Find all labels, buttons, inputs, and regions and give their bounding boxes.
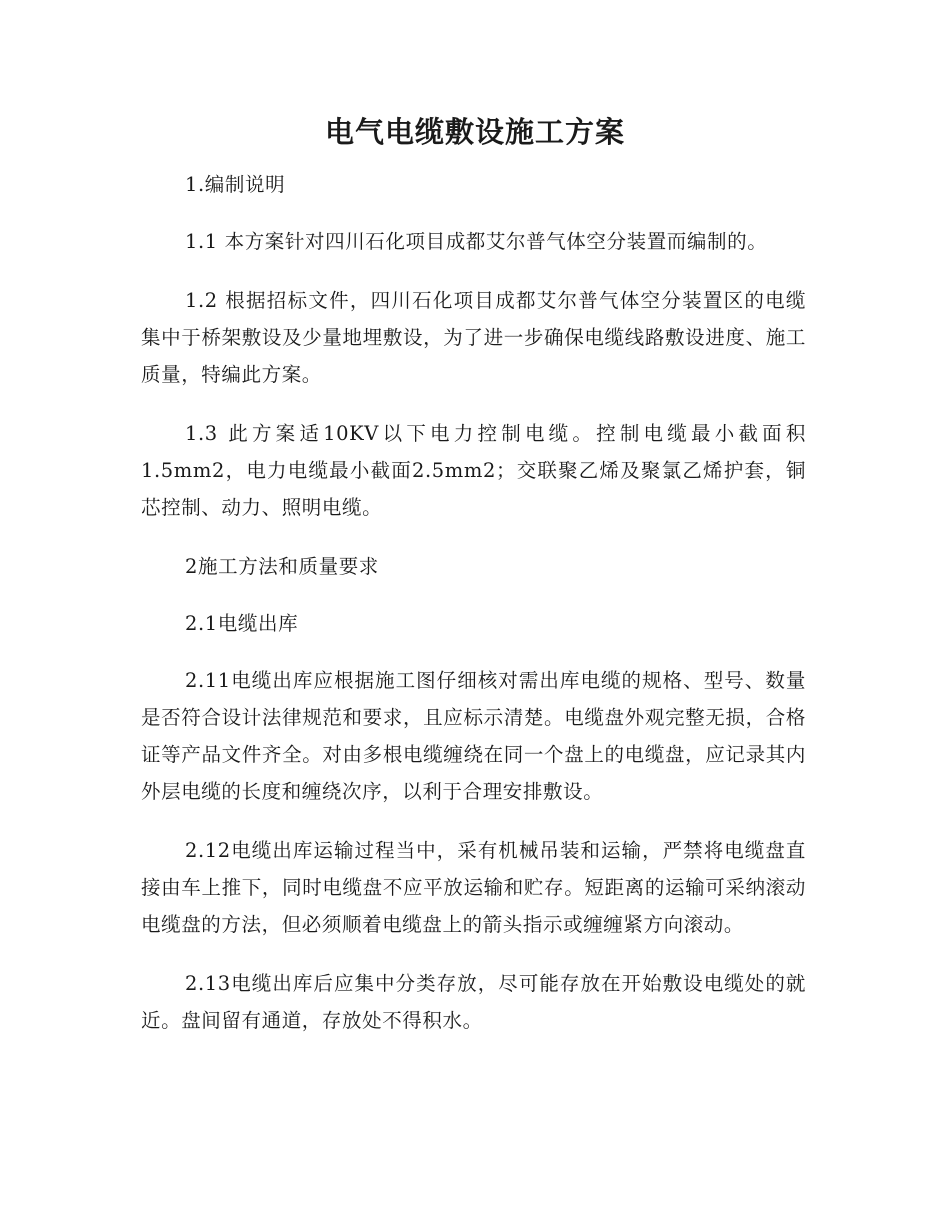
section-heading-1: 1.编制说明 (185, 173, 286, 196)
paragraph-2-12: 2.12电缆出库运输过程当中，采有机械吊装和运输，严禁将电缆盘直接由车上推下，同时电缆盘不应平放运输和贮存。短距离的运输可采纳滚动电缆盘的方法，但必须顺着电缆盘上的箭头指示或缠缠紧方向滚动。 (141, 839, 806, 936)
paragraph-2-13: 2.13电缆出库后应集中分类存放，尽可能存放在开始敷设电缆处的就近。盘间留有通道，存放处不得积水。 (141, 972, 806, 1032)
section-heading-2: 2施工方法和质量要求 (185, 555, 379, 578)
paragraph-1-2: 1.2 根据招标文件，四川石化项目成都艾尔普气体空分装置区的电缆集中于桥架敷设及少量地埋敷设，为了进一步确保电缆线路敷设进度、施工质量，特编此方案。 (141, 289, 806, 386)
paragraph-2-11: 2.11电缆出库应根据施工图仔细核对需出库电缆的规格、型号、数量是否符合设计法律规范和要求，且应标示清楚。电缆盘外观完整无损，合格证等产品文件齐全。对由多根电缆缠绕在同一个盘上的电缆盘，应记录其内外层电缆的长度和缠绕次序，以利于合理安排敷设。 (141, 669, 806, 803)
paragraph-1-1: 1.1 本方案针对四川石化项目成都艾尔普气体空分装置而编制的。 (185, 230, 768, 253)
document-title: 电气电缆敷设施工方案 (324, 115, 625, 149)
paragraph-1-3: 1.3 此方案适10KV以下电力控制电缆。控制电缆最小截面积1.5mm2，电力电缆最小截面2.5mm2；交联聚乙烯及聚氯乙烯护套，铜芯控制、动力、照明电缆。 (141, 422, 806, 519)
subsection-heading-2-1: 2.1电缆出库 (185, 612, 299, 635)
document-body (141, 166, 806, 1061)
